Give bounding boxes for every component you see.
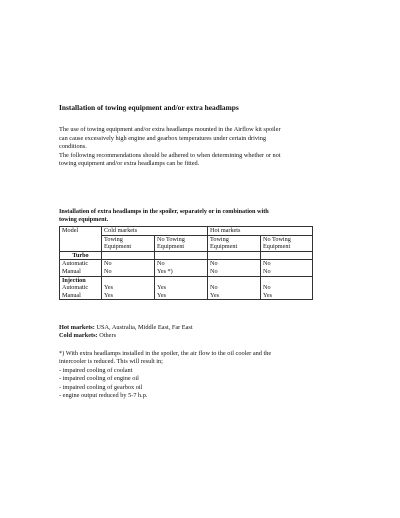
table-cell: No Yes *) <box>155 260 208 276</box>
recommendation-table <box>59 226 313 300</box>
hot-towing-header <box>208 235 261 251</box>
table-row <box>60 251 313 260</box>
section-label-injection: Injection <box>62 276 86 284</box>
intro-line: can cause excessively high engine and gearbox temperatures under certain driving <box>59 134 267 142</box>
note-line: intercooler is reduced. This will result in; <box>59 358 163 366</box>
cold-markets-header: Cold markets <box>102 227 208 236</box>
hot-markets-label: Hot markets: <box>59 324 95 331</box>
hot-markets-header: Hot markets <box>208 227 313 236</box>
section-label-turbo: Turbo <box>60 251 102 260</box>
intro-line: The following recommendations should be adhered to when determining whether or not <box>59 151 281 159</box>
table-header-row <box>60 227 313 236</box>
cold-no-towing-header <box>155 235 208 251</box>
table-cell: No No <box>261 260 313 276</box>
table-cell: Yes Yes <box>102 276 155 300</box>
table-cell: No Yes <box>208 276 261 300</box>
hot-no-towing-header <box>261 235 313 251</box>
intro-line: The use of towing equipment and/or extra headlamps mounted in the Airflow kit spoiler <box>59 126 281 133</box>
table-title-line: Installation of extra headlamps in the spoiler, separately or in combination with <box>59 208 269 215</box>
table-cell: Yes Yes <box>155 276 208 300</box>
cold-markets-label: Cold markets: <box>59 332 98 340</box>
hot-markets-value: USA, Australia, Middle East, Far East <box>94 324 193 331</box>
equipment-label: Equipment <box>210 243 238 251</box>
cold-markets-value: Others <box>97 332 117 340</box>
equipment-label: Equipment <box>157 243 185 251</box>
table-cell: No No <box>208 260 261 276</box>
no-towing-label: No Towing <box>157 235 185 243</box>
intro-line: towing equipment and/or extra headlamps can be fitted. <box>59 160 200 168</box>
row-label: Automatic Manual <box>60 260 102 276</box>
markets-legend <box>59 324 349 341</box>
table-row <box>60 260 313 276</box>
note-line: - impaired cooling of engine oil <box>59 375 139 383</box>
cold-towing-header <box>102 235 155 251</box>
hot-markets-line <box>59 324 349 332</box>
table-title <box>59 208 339 225</box>
table-row <box>60 276 313 300</box>
table-title-line: towing equipment. <box>59 216 109 224</box>
towing-label: Towing <box>210 235 229 243</box>
note-line: - engine output reduced by 5-7 h.p. <box>59 392 148 400</box>
intro-line: conditions. <box>59 143 87 151</box>
equipment-label: Equipment <box>263 243 291 251</box>
table-cell: No No <box>102 260 155 276</box>
table-cell: No Yes <box>261 276 313 300</box>
note-line: *) With extra headlamps installed in the spoiler, the air flow to the oil cooler and the <box>59 350 272 357</box>
footnote <box>59 350 351 400</box>
page-title: Installation of towing equipment and/or extra headlamps <box>59 103 239 112</box>
injection-block: Injection Automatic Manual <box>60 276 102 300</box>
cold-markets-line <box>59 332 349 340</box>
model-header: Model <box>60 227 102 252</box>
intro-paragraph <box>59 126 349 169</box>
note-line: - impaired cooling of coolant <box>59 366 133 374</box>
towing-label: Towing <box>104 235 123 243</box>
equipment-label: Equipment <box>104 243 132 251</box>
no-towing-label: No Towing <box>263 235 291 243</box>
note-line: - impaired cooling of gearbox oil <box>59 383 143 391</box>
